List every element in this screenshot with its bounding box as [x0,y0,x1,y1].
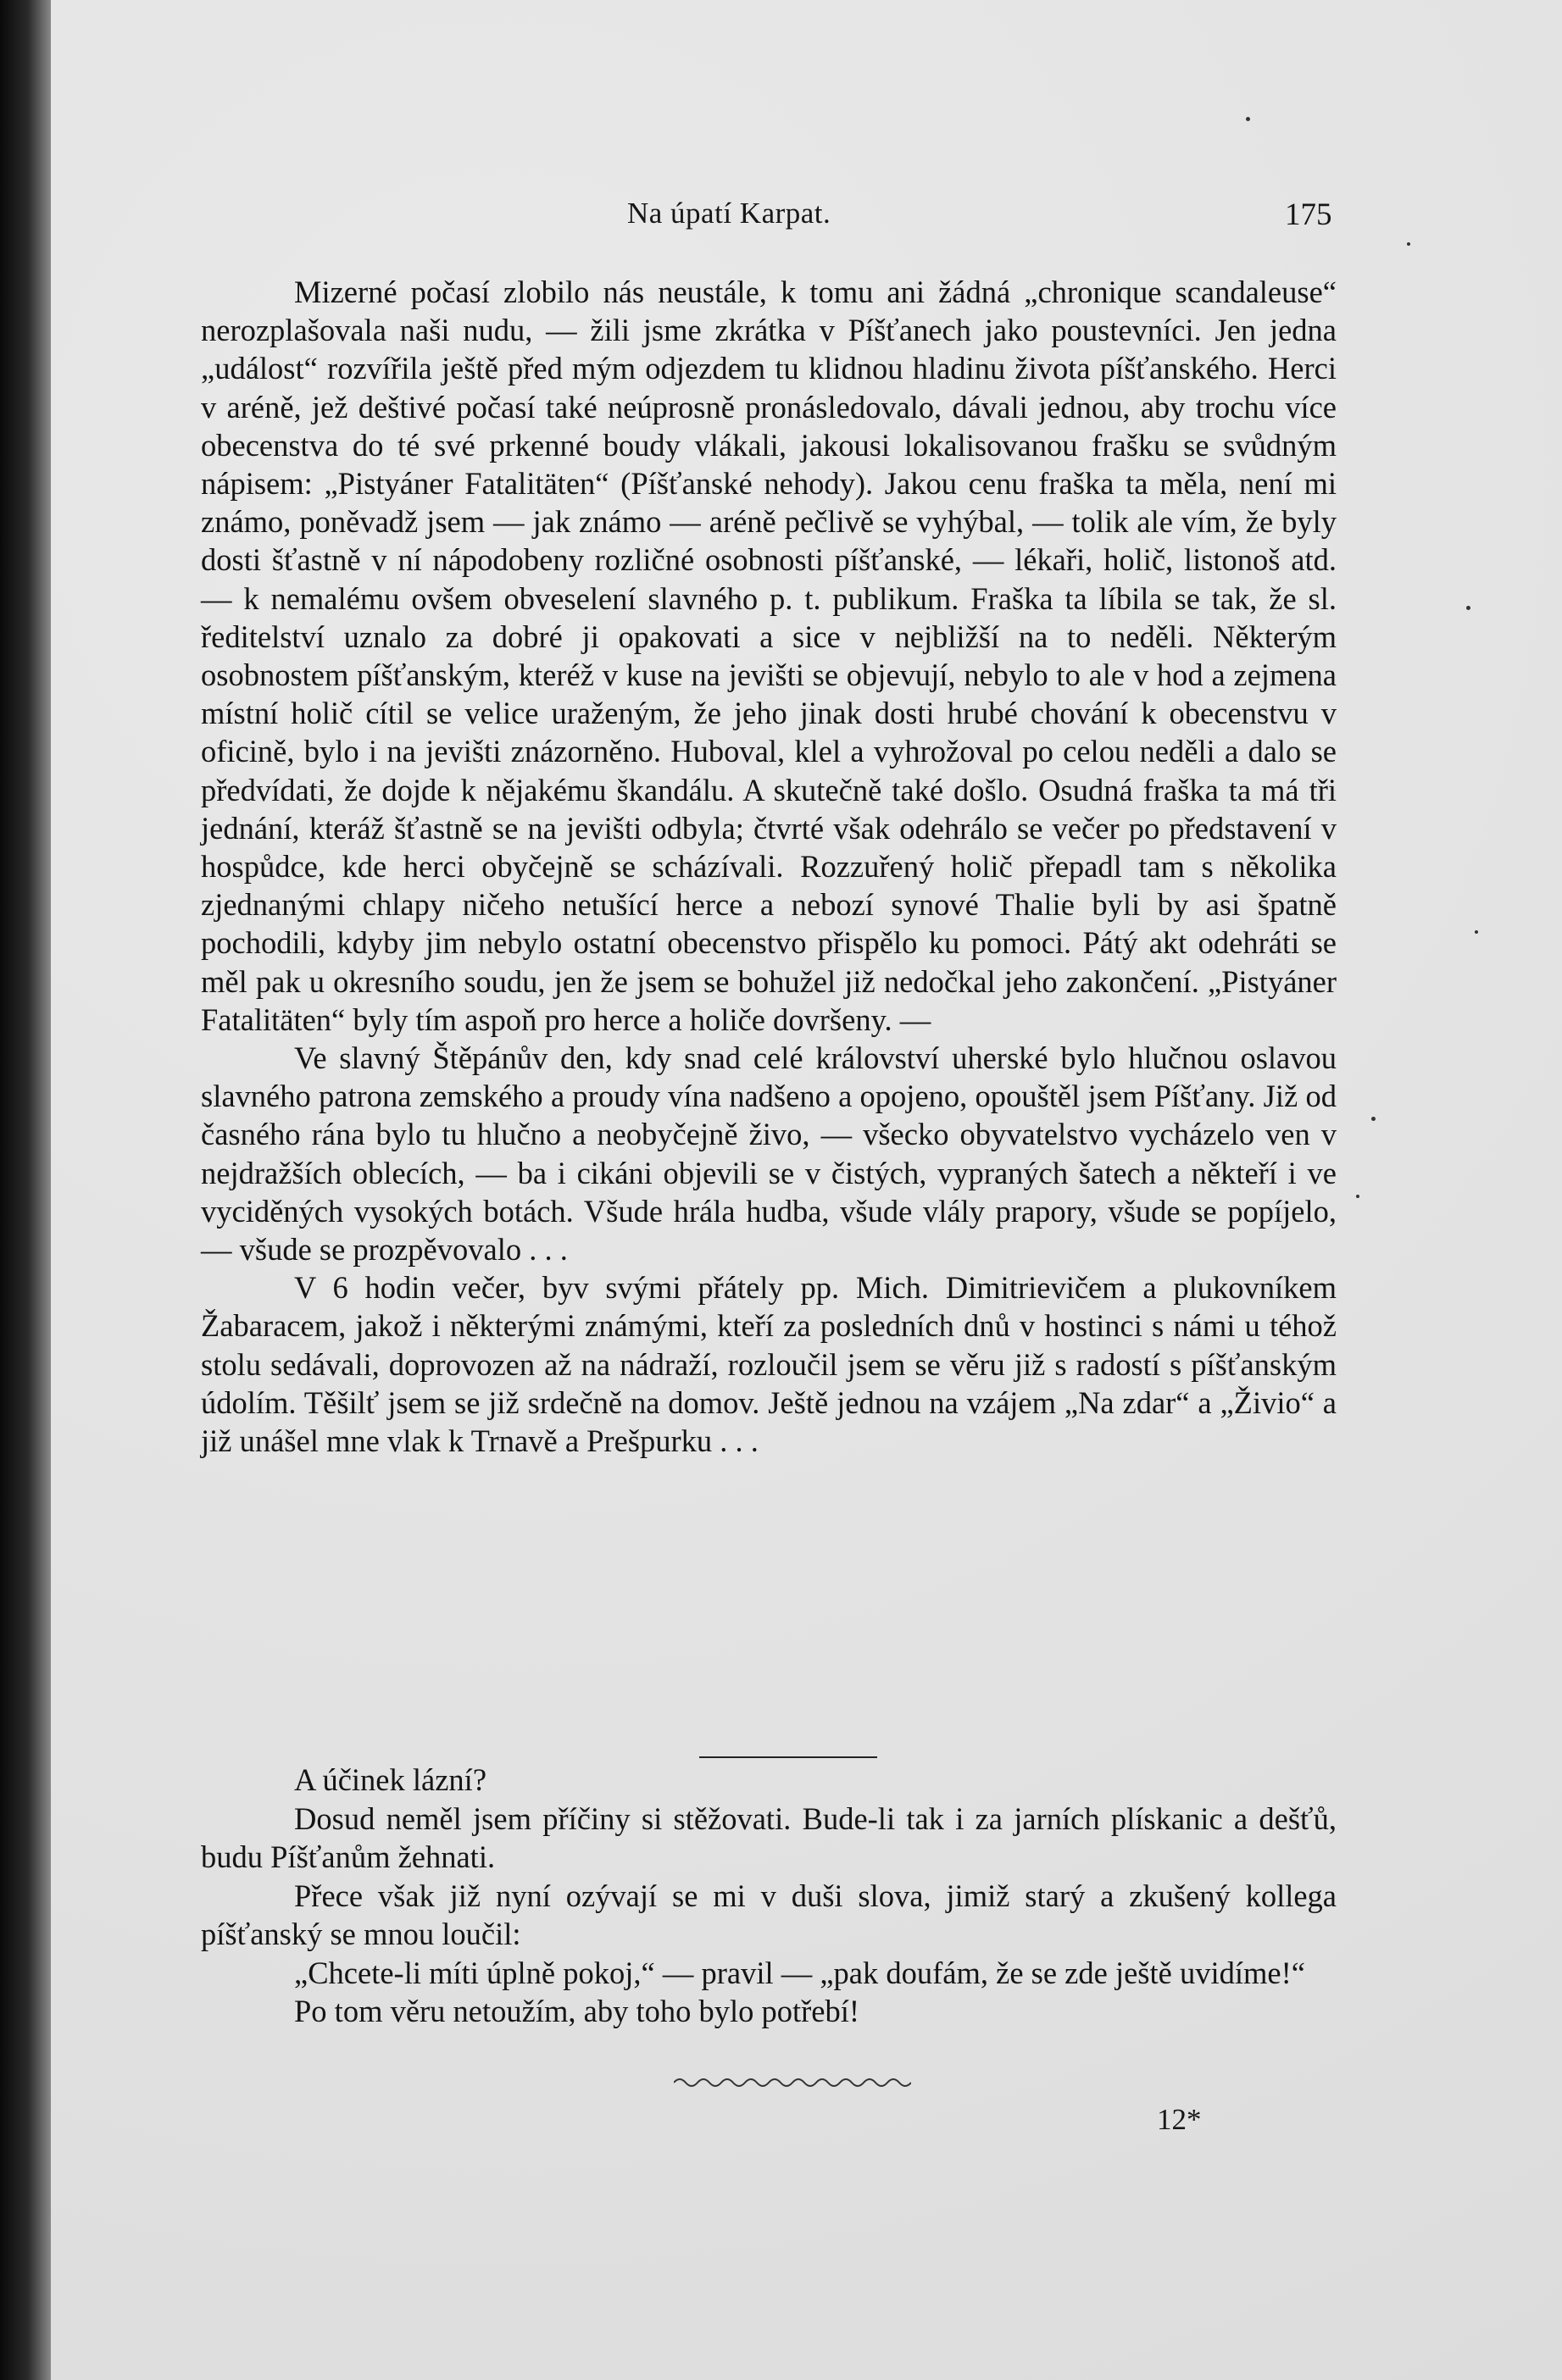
paragraph: Dosud neměl jsem příčiny si stěžovati. Bude-li tak i za jarních plískanic a dešťů, budu Píšťanům žehnati. [201,1800,1337,1874]
paragraph: Přece však již nyní ozývají se mi v duši slova, jimiž starý a zkušený kollega píšťanský se mnou loučil: [201,1878,1337,1951]
book-spine-shadow [0,0,51,2380]
print-speck [1356,1195,1359,1198]
paragraph: Mizerné počasí zlobilo nás neustále, k tomu ani žádná „chronique scandaleuse“ nerozplašovala naši nudu, — žili jsme zkrátka v Píšťanech jako poustevníci. Jen jedna „událost“ rozvířila ještě před mým odjezdem tu klidnou hladinu života píšťanského. Herci v aréně, jež deštivé počasí také neúprosně pronásledovalo, dávali jednou, aby trochu více obecenstva do té své prkenné boudy vlákali, jakousi lokalisovanou frašku se svůdným nápisem: „Pistyáner Fatalitäten“ (Píšťanské nehody). Jakou cenu fraška ta měla, není mi známo, poněvadž jsem — jak známo — aréně pečlivě se vyhýbal, — tolik ale vím, že byly dosti šťastně v ní nápodobeny rozličné osobnosti píšťanské, — lékaři, holič, listonoš atd. — k nemalému ovšem obveselení slavného p. t. publikum. Fraška ta líbila se tak, že sl. ředitelství uznalo za dobré ji opakovati a sice v nejbližší na to neděli. Některým osobnostem píšťanským, kteréž v kuse na jevišti se objevují, nebylo to ale v hod a zejmena místní holič cítil se velice uraženým, že jeho jinak dosti hrubé chování k obecenstvu v oficině, bylo i na jevišti znázorněno. Huboval, klel a vyhrožoval po celou neděli a dalo se předvídati, že dojde k nějakému škandálu. A skutečně také došlo. Osudná fraška ta má tři jednání, kteráž šťastně se na jevišti odbyla; čtvrté však odehrálo se večer po představení v hospůdce, kde herci obyčejně se scházívali. Rozzuřený holič přepadl tam s několika zjednanými chlapy ničeho netušící herce a nebozí synové Thalie byli by asi špatně pochodili, kdyby jim nebylo ostatní obecenstvo přispělo ku pomoci. Pátý akt odehráti se měl pak u okresního soudu, jen že jsem se bohužel již nedočkal jeho zakončení. „Pistyáner Fatalitäten“ byly tím aspoň pro herce a holiče dovršeny. — [201,275,1337,1037]
wavy-ornament-icon [674,2074,911,2091]
running-title: Na úpatí Karpat. [627,197,831,230]
print-speck [1371,1117,1376,1121]
print-speck [1475,930,1478,934]
closing-section [201,1761,1337,2031]
page-number: 175 [1285,197,1332,232]
paragraph: A účinek lázní? [294,1762,487,1797]
print-speck [1246,117,1250,121]
book-page [51,0,1562,2380]
paragraph: V 6 hodin večer, byv svými přátely pp. Mich. Dimitrievičem a plukovníkem Žabaracem, jakož i některými známými, kteří za posledních dnů v hostinci s námi u téhož stolu sedávali, doprovozen až na nádraží, rozloučil jsem se věru již s radostí s píšťanským údolím. Těšilť jsem se již srdečně na domov. Ještě jednou na vzájem „Na zdar“ a „Živio“ a již unášel mne vlak k Trnavě a Prešpurku . . . [201,1270,1337,1459]
section-divider [699,1756,877,1758]
signature-mark: 12* [1157,2103,1202,2136]
paragraph: „Chcete-li míti úplně pokoj,“ — pravil — „pak doufám, že se zde ještě uvidíme!“ [294,1955,1305,1990]
paragraph: Ve slavný Štěpánův den, kdy snad celé království uherské bylo hlučnou oslavou slavného patrona zemského a proudy vína nadšeno a opojeno, opouštěl jsem Píšťany. Již od časného rána bylo tu hlučno a neobyčejně živo, — všecko obyvatelstvo vycházelo ven v nejdražších oblecích, — ba i cikáni objevili se v čistých, vypraných šatech a někteří i ve vyciděných vysokých botách. Všude hrála hudba, všude vlály prapory, všude se popíjelo, — všude se prozpěvovalo . . . [201,1040,1337,1268]
main-text [201,273,1337,1460]
print-speck [1407,242,1410,246]
paragraph: Po tom věru netoužím, aby toho bylo potřebí! [294,1994,860,2028]
print-speck [1466,606,1470,610]
